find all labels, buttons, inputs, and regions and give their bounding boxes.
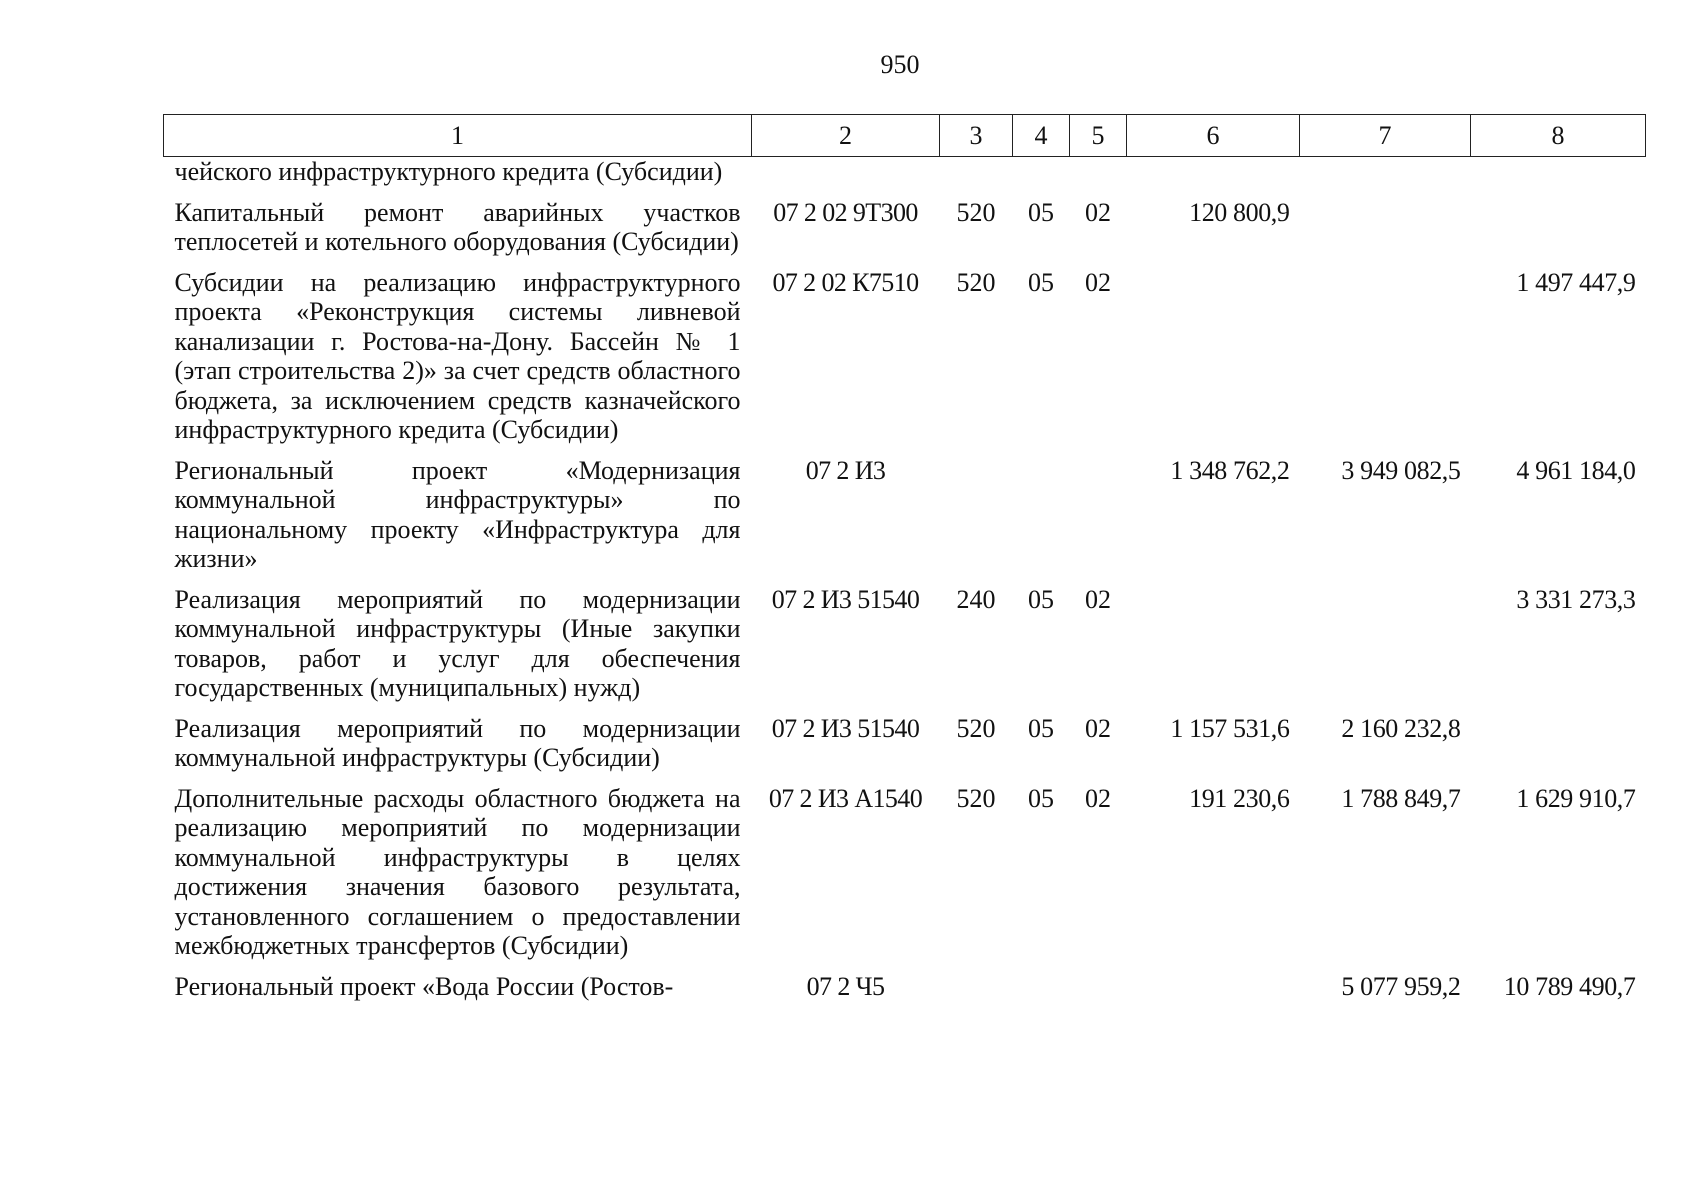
header-col-5: 5 — [1070, 115, 1127, 157]
row-description: Региональный проект «Модернизация коммунальной инфраструктуры» по национальному проекту «Инфраструктура для жизни» — [174, 455, 741, 573]
row-rz — [1013, 456, 1070, 585]
row-value-7: 2 160 232,8 — [1341, 713, 1461, 743]
table-row — [164, 714, 1646, 784]
row-description: Дополнительные расходы областного бюджета на реализацию мероприятий по модернизации коммунальной инфраструктуры в целях достижения значения базового результата, установленного соглашением о предоставлении межбюджетных трансфертов (Субсидии) — [174, 783, 741, 960]
row-rz: 05 — [1028, 197, 1054, 227]
table-row — [164, 784, 1646, 972]
row-description: Региональный проект «Вода России (Ростов- — [174, 971, 674, 1001]
row-pr: 02 — [1085, 267, 1111, 297]
row-value-6: 191 230,6 — [1189, 783, 1290, 813]
row-code: 07 2 02 9Т300 — [773, 197, 918, 227]
row-rz: 05 — [1028, 584, 1054, 614]
row-code — [752, 157, 940, 198]
row-value-8: 1 629 910,7 — [1516, 783, 1636, 813]
row-description: Субсидии на реализацию инфраструктурного проекта «Реконструкция системы ливневой канализации г. Ростова-на-Дону. Бассейн № 1 (этап строительства 2)» за счет средств областного бюджета, за исключением средств казначейского инфраструктурного кредита (Субсидии) — [174, 267, 741, 444]
row-value-7 — [1300, 585, 1471, 714]
row-value-6 — [1127, 268, 1300, 456]
row-value-6 — [1127, 972, 1300, 1002]
table-row — [164, 456, 1646, 585]
row-vr: 520 — [956, 197, 996, 227]
row-code: 07 2 Ч5 — [806, 971, 885, 1001]
row-rz — [1013, 157, 1070, 198]
header-col-1: 1 — [164, 115, 752, 157]
row-value-6 — [1127, 157, 1300, 198]
table-row — [164, 157, 1646, 198]
table-row — [164, 198, 1646, 268]
row-description: Реализация мероприятий по модернизации коммунальной инфраструктуры (Субсидии) — [174, 713, 741, 772]
row-description: чейского инфраструктурного кредита (Субсидии) — [174, 157, 723, 186]
row-rz: 05 — [1028, 267, 1054, 297]
header-col-7: 7 — [1300, 115, 1471, 157]
row-vr: 520 — [956, 713, 996, 743]
row-vr — [940, 972, 1013, 1002]
row-value-7 — [1300, 157, 1471, 198]
row-pr — [1070, 456, 1127, 585]
row-value-7 — [1300, 268, 1471, 456]
header-col-3: 3 — [940, 115, 1013, 157]
row-pr — [1070, 157, 1127, 198]
header-col-4: 4 — [1013, 115, 1070, 157]
row-vr: 240 — [956, 584, 996, 614]
row-value-7: 1 788 849,7 — [1341, 783, 1461, 813]
row-code: 07 2 02 К7510 — [772, 267, 919, 297]
header-col-2: 2 — [752, 115, 940, 157]
row-value-8 — [1471, 157, 1646, 198]
row-pr: 02 — [1085, 713, 1111, 743]
row-value-7: 3 949 082,5 — [1341, 455, 1461, 485]
table-row — [164, 972, 1646, 1002]
row-pr: 02 — [1085, 584, 1111, 614]
row-value-8: 1 497 447,9 — [1516, 267, 1636, 297]
row-value-6: 1 157 531,6 — [1170, 713, 1290, 743]
row-rz: 05 — [1028, 783, 1054, 813]
row-pr: 02 — [1085, 783, 1111, 813]
header-row — [164, 115, 1646, 157]
row-value-8: 4 961 184,0 — [1516, 455, 1636, 485]
row-value-7 — [1300, 198, 1471, 268]
header-col-6: 6 — [1127, 115, 1300, 157]
row-code: 07 2 И3 — [805, 455, 886, 485]
row-rz — [1013, 972, 1070, 1002]
table-body — [164, 157, 1646, 1002]
row-code: 07 2 И3 51540 — [771, 584, 920, 614]
row-description: Капитальный ремонт аварийных участков теплосетей и котельного оборудования (Субсидии) — [174, 197, 741, 256]
row-value-7: 5 077 959,2 — [1341, 971, 1461, 1001]
row-pr — [1070, 972, 1127, 1002]
row-rz: 05 — [1028, 713, 1054, 743]
table-row — [164, 268, 1646, 456]
row-value-8 — [1471, 714, 1646, 784]
row-value-6 — [1127, 585, 1300, 714]
row-value-8: 3 331 273,3 — [1516, 584, 1636, 614]
row-value-8: 10 789 490,7 — [1503, 971, 1636, 1001]
table-row — [164, 585, 1646, 714]
row-code: 07 2 И3 А1540 — [768, 783, 923, 813]
row-description: Реализация мероприятий по модернизации коммунальной инфраструктуры (Иные закупки товаров, работ и услуг для обеспечения государственных (муниципальных) нужд) — [174, 584, 741, 702]
header-col-8: 8 — [1471, 115, 1646, 157]
row-value-6: 1 348 762,2 — [1170, 455, 1290, 485]
row-pr: 02 — [1085, 197, 1111, 227]
page-number: 950 — [880, 50, 920, 79]
table-header — [164, 115, 1646, 157]
row-vr: 520 — [956, 783, 996, 813]
row-vr: 520 — [956, 267, 996, 297]
row-vr — [940, 456, 1013, 585]
row-value-8 — [1471, 198, 1646, 268]
row-vr — [940, 157, 1013, 198]
row-code: 07 2 И3 51540 — [771, 713, 920, 743]
row-value-6: 120 800,9 — [1189, 197, 1290, 227]
budget-table — [163, 114, 1646, 1001]
